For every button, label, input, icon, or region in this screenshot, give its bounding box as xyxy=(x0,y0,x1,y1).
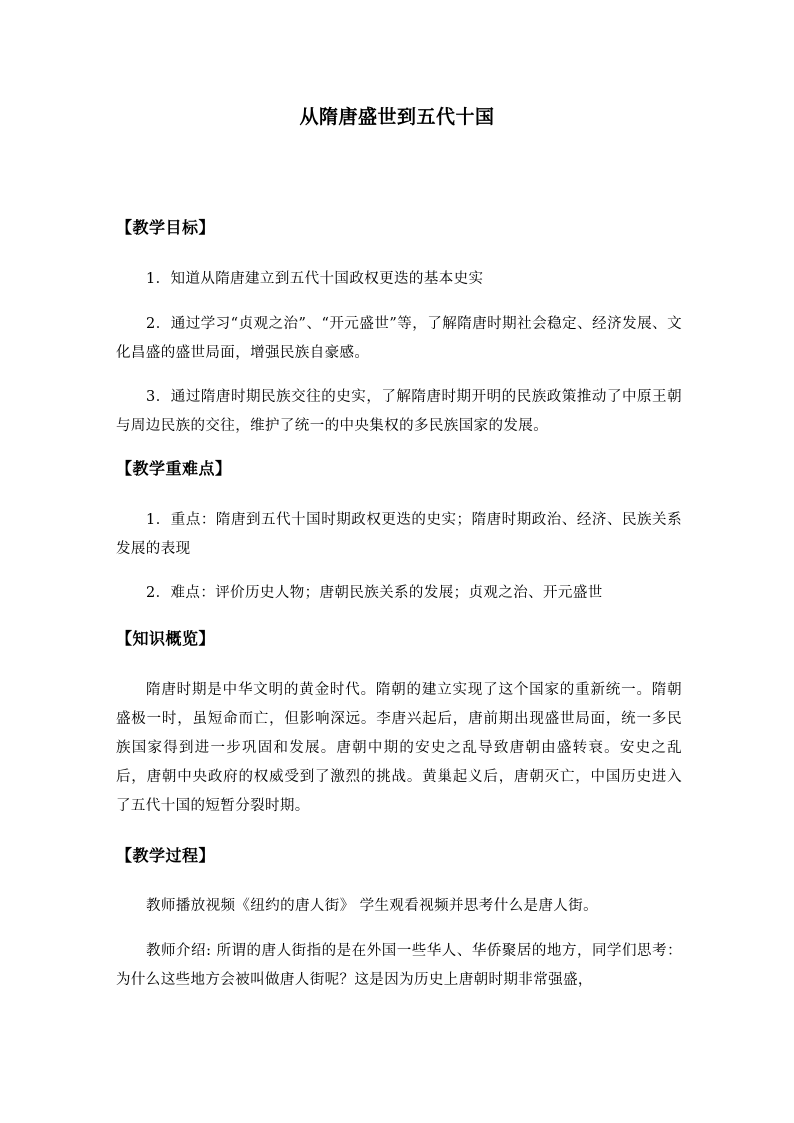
objective-item-2: 2．通过学习“贞观之治”、“开元盛世”等，了解隋唐时期社会稳定、经济发展、文化昌盛的盛世局面，增强民族自豪感。 xyxy=(116,316,682,361)
process-paragraph-2: 教师介绍: 所谓的唐人街指的是在外国一些华人、华侨聚居的地方，同学们思考：为什么这些地方会被叫做唐人街呢？这是因为历史上唐朝时期非常强盛， xyxy=(116,943,682,988)
overview-paragraph: 隋唐时期是中华文明的黄金时代。隋朝的建立实现了这个国家的重新统一。隋朝盛极一时，虽短命而亡，但影响深远。李唐兴起后，唐前期出现盛世局面，统一多民族国家得到进一步巩固和发展。唐朝中期的安史之乱导致唐朝由盛转衰。安史之乱后，唐朝中央政府的权威受到了激烈的挑战。黄巢起义后，唐朝灭亡，中国历史进入了五代十国的短暂分裂时期。 xyxy=(116,682,682,814)
objective-item-3: 3．通过隋唐时期民族交往的史实，了解隋唐时期开明的民族政策推动了中原王朝与周边民族的交往，维护了统一的中央集权的多民族国家的发展。 xyxy=(116,389,682,434)
heading-key-points: 【教学重难点】 xyxy=(116,459,232,478)
document-title: 从隋唐盛世到五代十国 xyxy=(299,106,495,128)
objective-item-1: 1．知道从隋唐建立到五代十国政权更迭的基本史实 xyxy=(146,271,484,287)
heading-overview: 【知识概览】 xyxy=(116,629,216,648)
key-point-item-2: 2．难点：评价历史人物；唐朝民族关系的发展；贞观之治、开元盛世 xyxy=(146,585,603,601)
process-paragraph-1: 教师播放视频《纽约的唐人街》 学生观看视频并思考什么是唐人街。 xyxy=(146,898,599,914)
heading-process: 【教学过程】 xyxy=(116,846,216,865)
key-point-item-1: 1．重点：隋唐到五代十国时期政权更迭的史实；隋唐时期政治、经济、民族关系发展的表现 xyxy=(116,512,682,557)
heading-objectives: 【教学目标】 xyxy=(116,218,216,237)
